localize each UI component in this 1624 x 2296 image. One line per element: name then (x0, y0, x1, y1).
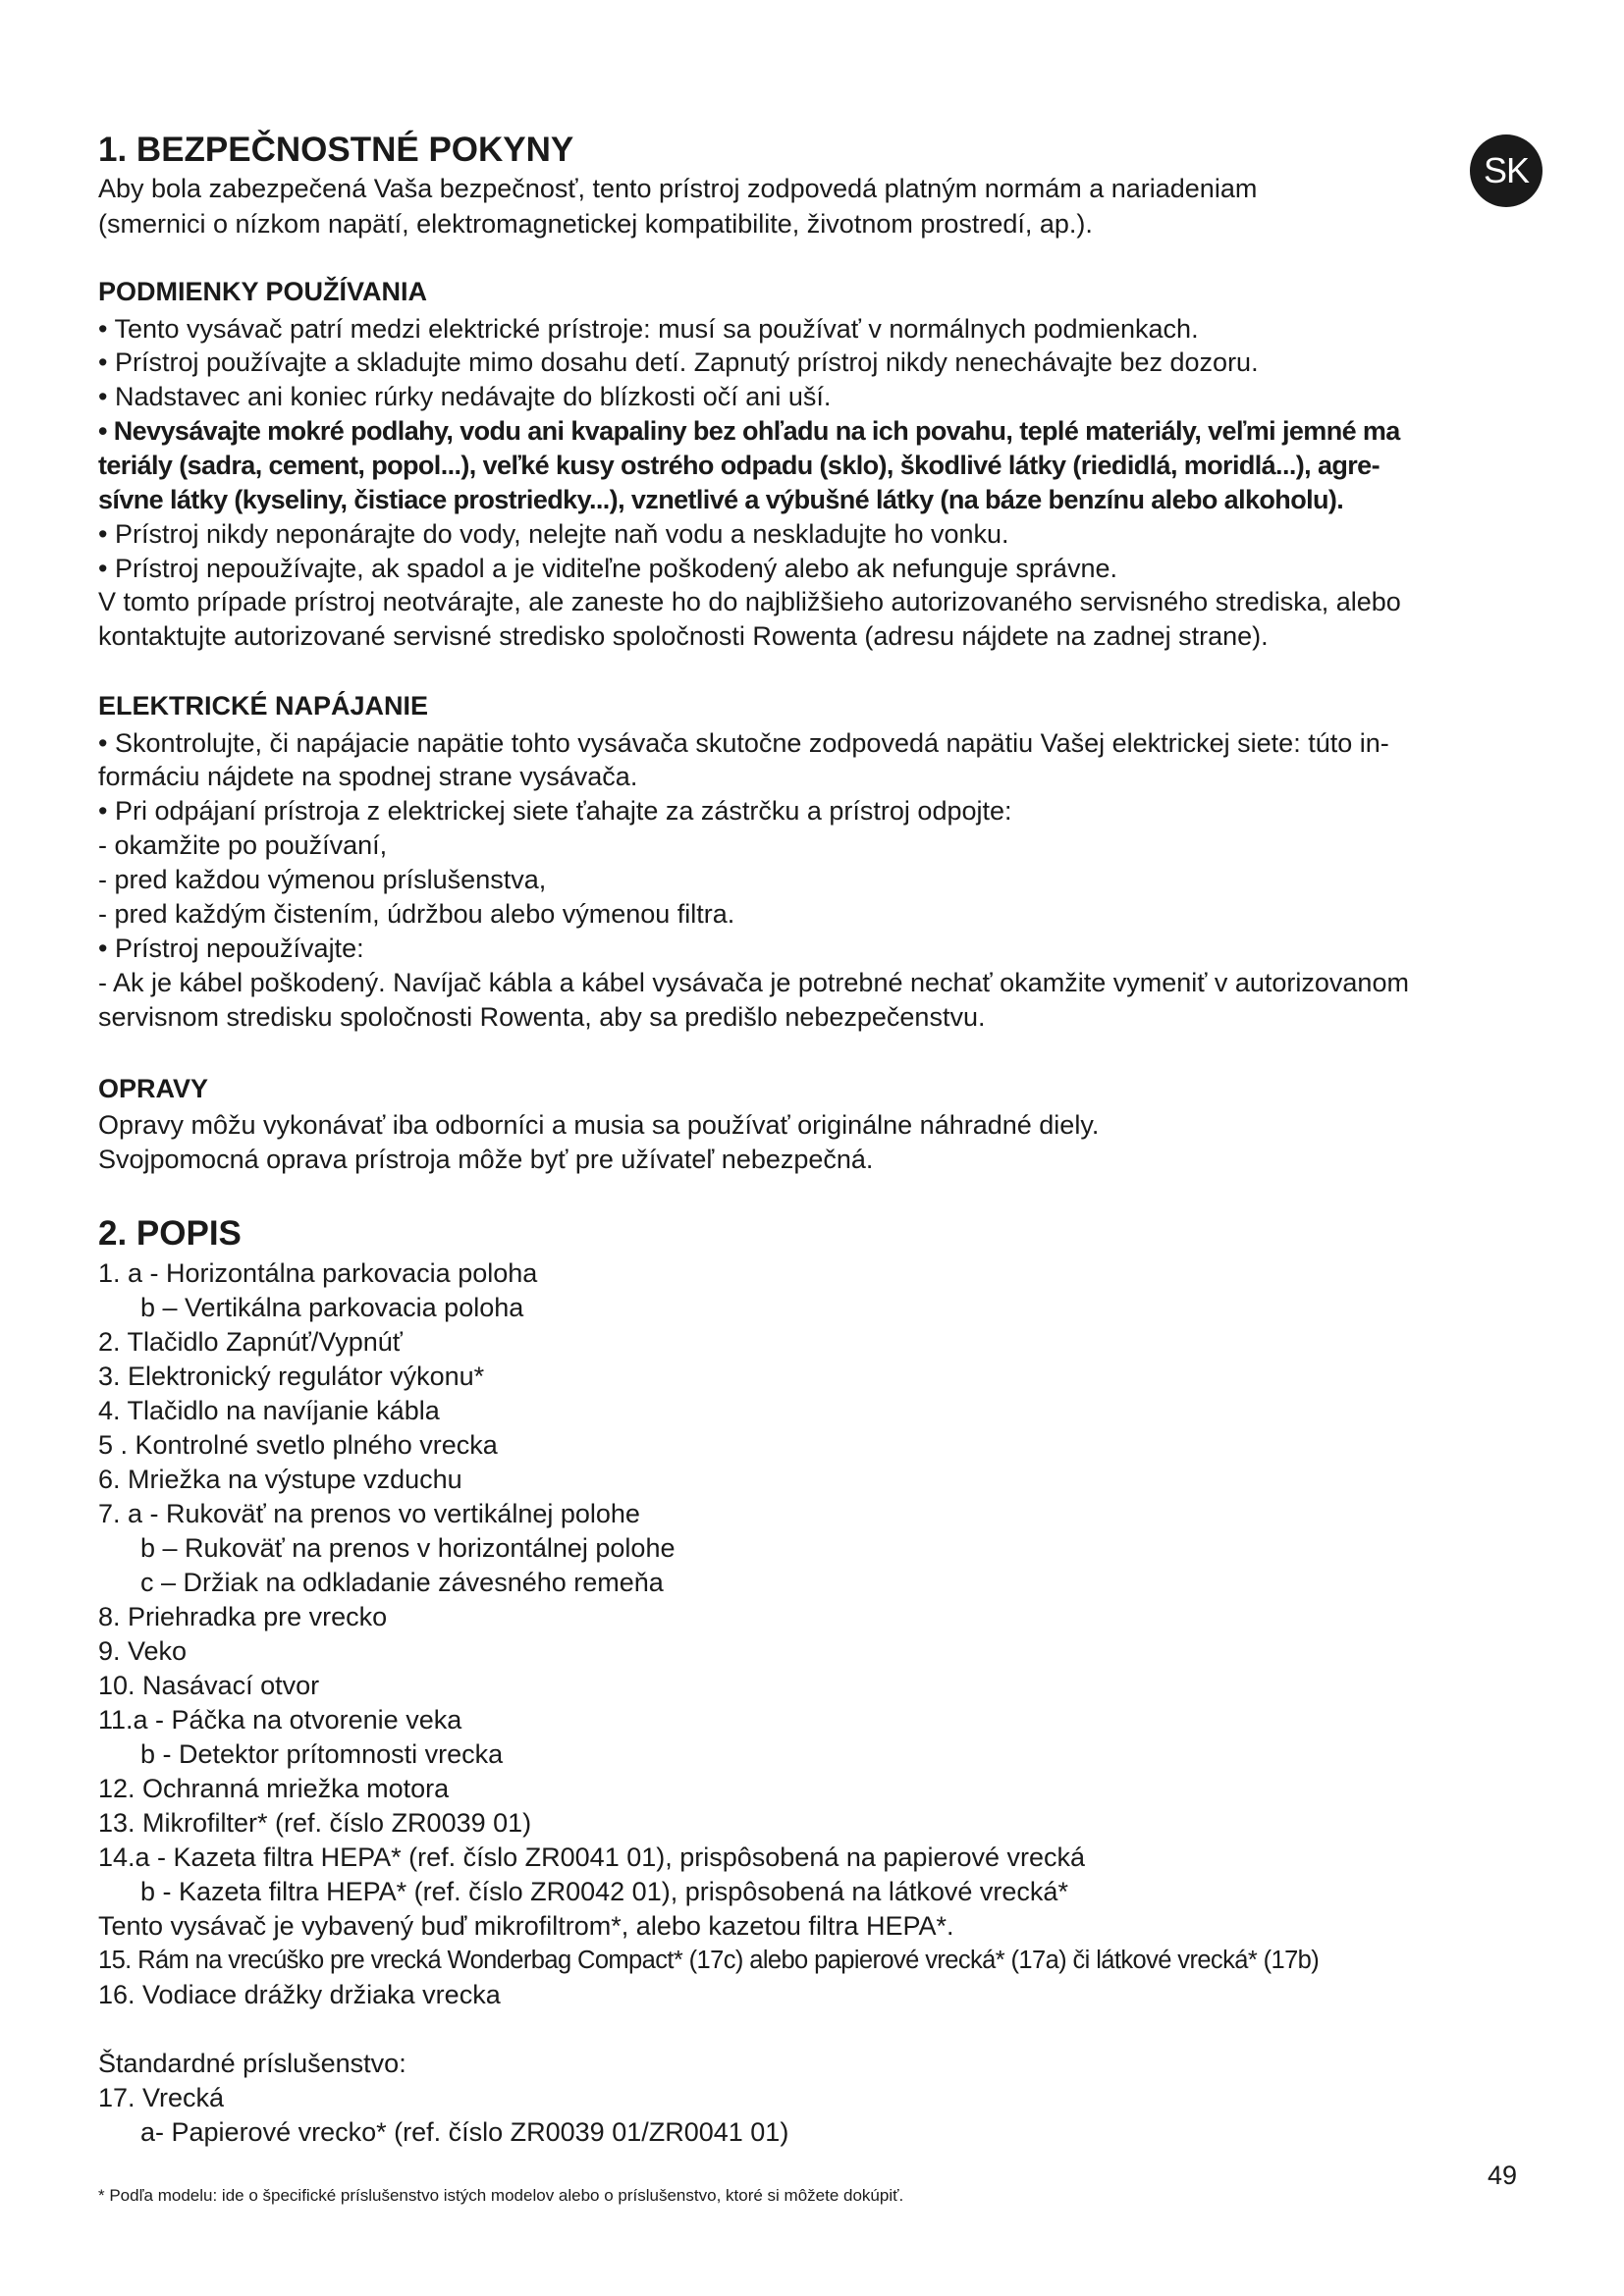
parts-list-item: 6. Mriežka na výstupe vzduchu (98, 1465, 462, 1494)
intro-line: (smernici o nízkom napätí, elektromagnetickej kompatibilite, životnom prostredí, ap.). (98, 209, 1093, 239)
power-line: - pred každou výmenou príslušenstva, (98, 865, 547, 894)
usage-line: V tomto prípade prístroj neotvárajte, ale zaneste ho do najbližšieho autorizovaného servisného strediska, alebo (98, 587, 1401, 616)
power-heading: ELEKTRICKÉ NAPÁJANIE (98, 691, 429, 721)
parts-list-item: 13. Mikrofilter* (ref. číslo ZR0039 01) (98, 1808, 532, 1838)
power-line: - okamžite po používaní, (98, 830, 388, 860)
footnote: * Podľa modelu: ide o špecifické príslušenstvo istých modelov alebo o príslušenstvo, ktoré si môžete dokúpiť. (98, 2186, 904, 2205)
parts-list-item: 15. Rám na vrecúško pre vrecká Wonderbag Compact* (17c) alebo papierové vrecká* (17a) či látkové vrecká* (17b) (98, 1947, 1320, 1974)
parts-list-item: 8. Priehradka pre vrecko (98, 1602, 388, 1631)
power-line: • Skontrolujte, či napájacie napätie tohto vysávača skutočne zodpovedá napätiu Vašej elektrickej siete: túto in- (98, 728, 1389, 758)
parts-list-item: Tento vysávač je vybavený buď mikrofiltrom*, alebo kazetou filtra HEPA*. (98, 1911, 954, 1941)
parts-list-item: 11.a - Páčka na otvorenie veka (98, 1705, 462, 1735)
power-line: • Prístroj nepoužívajte: (98, 934, 364, 963)
usage-line: kontaktujte autorizované servisné stredisko spoločnosti Rowenta (adresu nájdete na zadnej strane). (98, 621, 1269, 651)
parts-list-item: 7. a - Rukoväť na prenos vo vertikálnej polohe (98, 1499, 640, 1528)
usage-line: • Tento vysávač patrí medzi elektrické prístroje: musí sa používať v normálnych podmienkach. (98, 314, 1199, 344)
power-line: • Pri odpájaní prístroja z elektrickej siete ťahajte za zástrčku a prístroj odpojte: (98, 796, 1012, 826)
parts-list-item: b - Detektor prítomnosti vrecka (140, 1739, 504, 1769)
usage-warning-line: sívne látky (kyseliny, čistiace prostriedky...), vznetlivé a výbušné látky (na báze benzínu alebo alkoholu). (98, 485, 1344, 514)
repairs-line: Opravy môžu vykonávať iba odborníci a musia sa používať originálne náhradné diely. (98, 1110, 1100, 1140)
usage-warning-line: • Nevysávajte mokré podlahy, vodu ani kvapaliny bez ohľadu na ich povahu, teplé materiály, veľmi jemné ma (98, 416, 1400, 446)
parts-list-item: 10. Nasávací otvor (98, 1671, 320, 1700)
section-1-title: 1. BEZPEČNOSTNÉ POKYNY (98, 131, 574, 169)
parts-list-item: 9. Veko (98, 1636, 188, 1666)
power-line: - Ak je kábel poškodený. Navíjač kábla a kábel vysávača je potrebné nechať okamžite vymeniť v autorizovanom (98, 968, 1409, 997)
usage-line: • Prístroj nepoužívajte, ak spadol a je viditeľne poškodený alebo ak nefunguje správne. (98, 554, 1117, 583)
language-badge: SK (1470, 134, 1543, 207)
intro-line: Aby bola zabezpečená Vaša bezpečnosť, tento prístroj zodpovedá platným normám a nariadeniam (98, 174, 1258, 203)
parts-list-item: 2. Tlačidlo Zapnúť/Vypnúť (98, 1327, 403, 1357)
parts-list-item: b – Vertikálna parkovacia poloha (140, 1293, 524, 1322)
usage-line: • Prístroj používajte a skladujte mimo dosahu detí. Zapnutý prístroj nikdy nenechávajte bez dozoru. (98, 347, 1259, 377)
repairs-heading: OPRAVY (98, 1074, 209, 1103)
usage-line: • Nadstavec ani koniec rúrky nedávajte do blízkosti očí ani uší. (98, 382, 832, 411)
parts-list-item: 12. Ochranná mriežka motora (98, 1774, 450, 1803)
parts-list-item: c – Držiak na odkladanie závesného remeňa (140, 1568, 664, 1597)
repairs-line: Svojpomocná oprava prístroja môže byť pre užívateľ nebezpečná. (98, 1145, 874, 1174)
accessories-item: a- Papierové vrecko* (ref. číslo ZR0039 01/ZR0041 01) (140, 2117, 789, 2147)
parts-list-item: 5 . Kontrolné svetlo plného vrecka (98, 1430, 498, 1460)
section-2-title: 2. POPIS (98, 1214, 242, 1253)
usage-line: • Prístroj nikdy neponárajte do vody, nelejte naň vodu a neskladujte ho vonku. (98, 519, 1009, 549)
parts-list-item: b – Rukoväť na prenos v horizontálnej polohe (140, 1533, 676, 1563)
page-number: 49 (1488, 2161, 1518, 2190)
usage-heading: PODMIENKY POUŽÍVANIA (98, 277, 428, 306)
power-line: formáciu nájdete na spodnej strane vysávača. (98, 762, 638, 791)
power-line: servisnom stredisku spoločnosti Rowenta, aby sa predišlo nebezpečenstvu. (98, 1002, 986, 1032)
parts-list-item: b - Kazeta filtra HEPA* (ref. číslo ZR0042 01), prispôsobená na látkové vrecká* (140, 1877, 1068, 1906)
accessories-heading: Štandardné príslušenstvo: (98, 2049, 406, 2078)
usage-warning-line: teriály (sadra, cement, popol...), veľké kusy ostrého odpadu (sklo), škodlivé látky (riedidlá, moridlá...), agre- (98, 451, 1380, 480)
power-line: - pred každým čistením, údržbou alebo výmenou filtra. (98, 899, 735, 929)
parts-list-item: 4. Tlačidlo na navíjanie kábla (98, 1396, 440, 1425)
parts-list-item: 1. a - Horizontálna parkovacia poloha (98, 1258, 538, 1288)
parts-list-item: 14.a - Kazeta filtra HEPA* (ref. číslo ZR0041 01), prispôsobená na papierové vrecká (98, 1842, 1086, 1872)
parts-list-item: 3. Elektronický regulátor výkonu* (98, 1362, 485, 1391)
accessories-item: 17. Vrecká (98, 2083, 225, 2112)
parts-list-item: 16. Vodiace drážky držiaka vrecka (98, 1980, 501, 2009)
